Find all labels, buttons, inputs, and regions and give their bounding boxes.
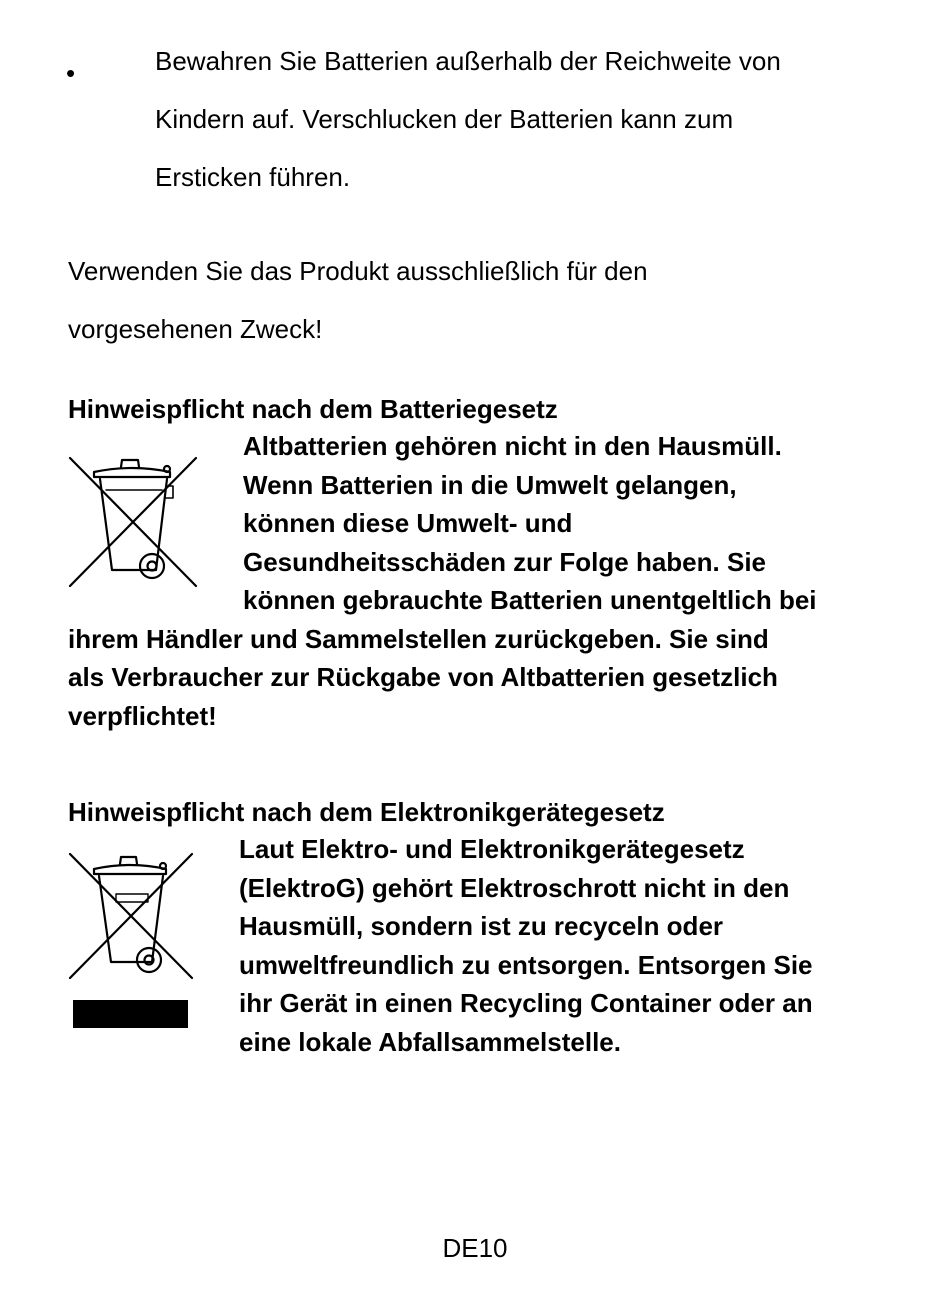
- intended-use-line: Verwenden Sie das Produkt ausschließlich für den: [68, 256, 648, 286]
- weee-notice-text: [239, 830, 929, 1061]
- weee-notice-line: eine lokale Abfallsammelstelle.: [239, 1026, 621, 1057]
- weee-notice-line: Hausmüll, sondern ist zu recyceln oder: [239, 911, 724, 941]
- battery-notice-line: Altbatterien gehören nicht in den Hausmüll.: [243, 431, 782, 461]
- bullet-line: Ersticken führen.: [155, 162, 351, 192]
- bullet-line: Bewahren Sie Batterien außerhalb der Reichweite von: [155, 46, 781, 76]
- black-bar-marking: [73, 1000, 188, 1028]
- bullet-marker: •: [66, 58, 76, 88]
- battery-notice-line: Gesundheitsschäden zur Folge haben. Sie: [243, 546, 766, 577]
- bullet-line: Kindern auf. Verschlucken der Batterien kann zum: [155, 104, 734, 134]
- battery-notice-line: verpflichtet!: [68, 700, 217, 731]
- battery-notice-text: [68, 427, 928, 735]
- battery-notice-line: können diese Umwelt- und: [243, 508, 573, 538]
- intended-use-line: vorgesehenen Zweck!: [68, 314, 323, 344]
- battery-notice-heading: Hinweispflicht nach dem Batteriegesetz: [68, 394, 558, 424]
- weee-notice-heading: Hinweispflicht nach dem Elektronikgerätegesetz: [68, 797, 665, 827]
- battery-safety-bullet: [155, 32, 915, 206]
- battery-notice-line: können gebrauchte Batterien unentgeltlich bei: [243, 585, 817, 615]
- battery-notice-line: als Verbraucher zur Rückgabe von Altbatterien gesetzlich: [68, 662, 778, 692]
- intended-use-paragraph: [68, 242, 908, 358]
- crossed-out-wheelie-bin-icon: [66, 850, 196, 982]
- battery-notice-line: Wenn Batterien in die Umwelt gelangen,: [243, 469, 737, 500]
- battery-notice-line: ihrem Händler und Sammelstellen zurückgeben. Sie sind: [68, 623, 769, 654]
- weee-notice-line: (ElektroG) gehört Elektroschrott nicht in den: [239, 872, 790, 903]
- weee-notice-line: ihr Gerät in einen Recycling Container oder an: [239, 988, 813, 1018]
- weee-notice-line: Laut Elektro- und Elektronikgerätegesetz: [239, 834, 745, 864]
- weee-notice-line: umweltfreundlich zu entsorgen. Entsorgen Sie: [239, 949, 813, 980]
- page-number: DE10: [442, 1233, 508, 1263]
